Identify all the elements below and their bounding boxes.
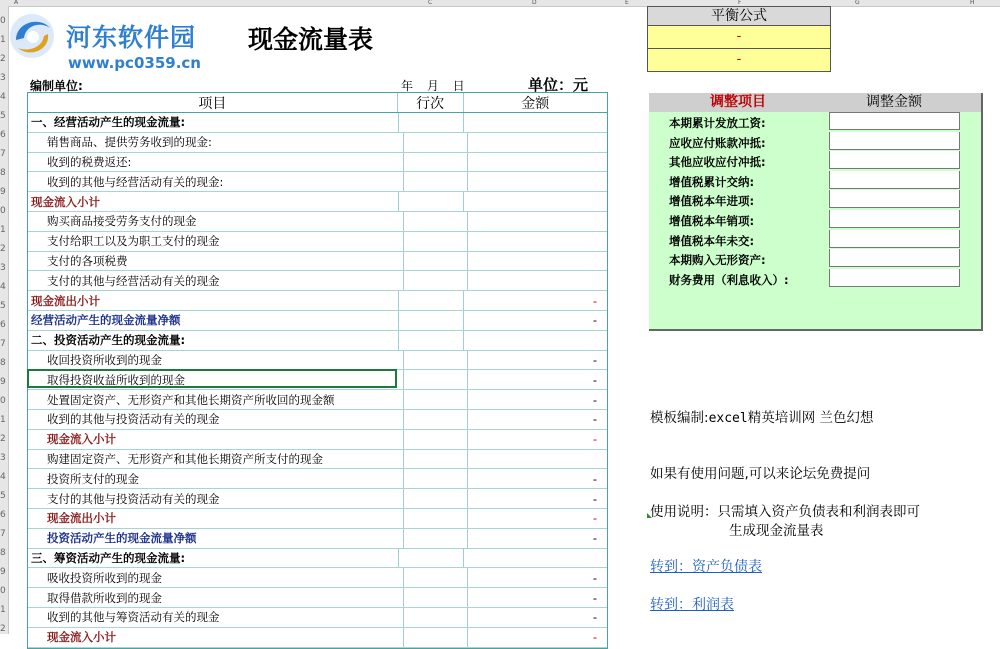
row-number[interactable]: 6 [0, 130, 6, 140]
row-amount-cell[interactable] [464, 113, 607, 132]
row-label-cell[interactable]: 吸收投资所收到的现金 [28, 568, 404, 587]
row-amount-cell[interactable]: - [592, 491, 597, 506]
row-number[interactable]: 1 [0, 225, 6, 235]
column-header-g[interactable]: G [855, 0, 860, 6]
row-label-cell[interactable]: 支付的各项税费 [28, 252, 404, 271]
row-amount-cell[interactable] [464, 549, 607, 568]
row-amount-cell[interactable]: - [592, 570, 597, 585]
row-number[interactable]: 7 [0, 149, 6, 159]
adjustment-item-header[interactable]: 调整项目 [710, 94, 766, 110]
adjustment-row [649, 151, 961, 170]
row-label-cell[interactable]: 支付给职工以及为职工支付的现金 [28, 232, 404, 251]
row-amount-cell[interactable] [464, 331, 607, 350]
row-amount-cell[interactable]: - [592, 412, 597, 427]
column-header-a[interactable]: A [14, 0, 19, 6]
template-credit-prefix: 模板编制: [650, 410, 709, 426]
row-number[interactable]: 2 [0, 624, 6, 634]
row-number[interactable]: 5 [0, 111, 6, 121]
row-label-cell[interactable]: 收到的其他与投资活动有关的现金 [28, 410, 404, 429]
row-line-no-cell[interactable] [404, 351, 468, 370]
row-amount-cell[interactable]: - [592, 293, 597, 308]
row-label-cell[interactable]: 收回投资所收到的现金 [28, 351, 404, 370]
balance-value-1[interactable]: - [647, 26, 831, 49]
adjustment-label: 增值税本年销项: [669, 214, 755, 228]
unit-label: 单位：元 [528, 76, 589, 94]
table-header [28, 93, 607, 113]
template-credit-mono: excel [708, 411, 748, 426]
row-amount-cell[interactable] [468, 271, 607, 290]
row-amount-cell[interactable] [468, 133, 607, 152]
header-line-no[interactable]: 行次 [398, 93, 464, 112]
row-label-cell[interactable]: 购建固定资产、无形资产和其他长期资产所支付的现金 [28, 450, 404, 469]
row-line-no-cell[interactable] [404, 509, 468, 528]
link-balance-sheet[interactable]: 转到：资产负债表 [650, 559, 762, 575]
logo-site-name: 河东软件园 [66, 23, 197, 52]
row-line-no-cell[interactable] [399, 192, 464, 211]
row-number[interactable]: 7 [0, 339, 6, 349]
logo-swirl-icon [6, 10, 58, 62]
adjustment-label: 本期购入无形资产: [669, 253, 766, 268]
table-row [28, 212, 607, 232]
column-header-bar[interactable] [0, 0, 1000, 7]
row-number[interactable]: 4 [0, 472, 6, 482]
table-row [28, 390, 607, 410]
row-number[interactable]: 7 [0, 529, 6, 539]
table-row [28, 153, 607, 173]
row-amount-cell[interactable] [468, 450, 607, 469]
row-number[interactable]: 8 [0, 548, 6, 558]
table-row [28, 232, 607, 252]
table-row [28, 469, 607, 489]
row-amount-cell[interactable]: - [592, 313, 597, 328]
row-label-cell[interactable]: 处置固定资产、无形资产和其他长期资产所收回的现金额 [28, 390, 404, 409]
row-line-no-cell[interactable] [404, 271, 468, 290]
row-label-cell[interactable]: 二、投资活动产生的现金流量: [28, 331, 399, 350]
row-number[interactable]: 2 [0, 54, 6, 64]
row-amount-cell[interactable] [468, 172, 607, 191]
row-number[interactable]: 1 [0, 605, 6, 615]
row-label-cell[interactable]: 现金流出小计 [28, 291, 399, 310]
adjustment-panel [649, 93, 983, 331]
row-number[interactable]: 5 [0, 301, 6, 311]
row-amount-cell[interactable]: - [592, 372, 597, 387]
adjustment-input-cell[interactable] [829, 151, 960, 169]
row-amount-cell[interactable]: - [592, 471, 597, 486]
adjustment-label: 增值税累计交纳: [669, 174, 755, 189]
column-header-c[interactable]: C [428, 0, 433, 6]
row-number[interactable]: 4 [0, 282, 6, 292]
sheet-title: 现金流量表 [248, 25, 374, 54]
table-row [28, 133, 607, 153]
link-income-statement[interactable]: 转到：利润表 [650, 597, 734, 613]
row-number[interactable]: 0 [0, 206, 6, 216]
row-number[interactable]: 9 [0, 187, 6, 197]
row-label-cell[interactable]: 一、经营活动产生的现金流量: [28, 113, 399, 132]
table-row [28, 489, 607, 509]
row-number[interactable]: 4 [0, 92, 6, 102]
adjustment-amount-header[interactable]: 调整金额 [866, 94, 922, 110]
adjustment-input-cell[interactable] [829, 171, 960, 189]
column-header-h[interactable]: H [970, 0, 975, 6]
column-header-d[interactable]: D [532, 0, 537, 6]
row-line-no-cell[interactable] [404, 489, 468, 508]
table-row [28, 172, 607, 192]
row-label-cell[interactable]: 经营活动产生的现金流量净额 [28, 311, 399, 330]
row-label-cell[interactable]: 现金流入小计 [28, 430, 404, 449]
row-label-cell[interactable]: 购买商品接受劳务支付的现金 [28, 212, 404, 231]
row-line-no-cell[interactable] [404, 628, 468, 647]
table-row [28, 252, 607, 272]
table-row [28, 351, 607, 371]
row-line-no-cell[interactable] [404, 410, 468, 429]
row-label-cell[interactable]: 投资所支付的现金 [28, 469, 404, 488]
row-line-no-cell[interactable] [404, 370, 468, 389]
row-line-no-cell[interactable] [404, 252, 468, 271]
date-label: 年 月 日 [401, 79, 470, 93]
table-row [28, 113, 607, 133]
row-amount-cell[interactable]: - [592, 352, 597, 367]
row-number[interactable]: 3 [0, 453, 6, 463]
adjustment-label: 增值税本年未交: [669, 233, 755, 248]
row-number[interactable]: 8 [0, 168, 6, 178]
template-credit-rest: 精英培训网 兰色幻想 [747, 410, 874, 426]
table-row [28, 430, 607, 450]
table-row [28, 529, 607, 549]
row-label-cell[interactable]: 现金流入小计 [28, 628, 404, 647]
row-line-no-cell[interactable] [404, 568, 468, 587]
adjustment-row [649, 171, 961, 190]
comment-indicator [647, 513, 652, 518]
row-number[interactable]: 3 [0, 73, 6, 83]
adjustment-input-cell[interactable] [829, 230, 960, 248]
row-amount-cell[interactable] [468, 212, 607, 231]
row-line-no-cell[interactable] [404, 608, 468, 627]
header-item[interactable]: 项目 [28, 93, 398, 112]
adjustment-row [649, 230, 961, 249]
row-amount-cell[interactable] [464, 192, 607, 211]
table-row [28, 291, 607, 311]
usage-note-line2: 生成现金流量表 [729, 523, 824, 539]
table-row [28, 192, 607, 212]
row-line-no-cell[interactable] [399, 549, 464, 568]
row-line-no-cell[interactable] [399, 291, 464, 310]
balance-formula-panel [647, 6, 831, 72]
row-line-no-cell[interactable] [404, 588, 468, 607]
table-row [28, 410, 607, 430]
template-credit [650, 406, 874, 426]
adjustment-label: 财务费用（利息收入）: [669, 272, 789, 287]
row-line-no-cell[interactable] [404, 529, 468, 548]
site-logo [6, 10, 216, 72]
row-header-bar[interactable] [0, 6, 9, 634]
row-label-cell[interactable]: 支付的其他与经营活动有关的现金 [28, 271, 404, 290]
column-header-e[interactable]: E [625, 0, 629, 6]
row-number[interactable]: 5 [0, 491, 6, 501]
row-label-cell[interactable]: 投资活动产生的现金流量净额 [28, 529, 404, 548]
row-number[interactable]: 6 [0, 510, 6, 520]
row-line-no-cell[interactable] [399, 311, 464, 330]
adjustment-input-cell[interactable] [829, 249, 960, 267]
adjustment-label: 本期累计发放工资: [669, 116, 766, 130]
adjustment-input-cell[interactable] [829, 269, 960, 287]
adjustment-header [649, 93, 981, 112]
adjustment-input-cell[interactable] [829, 132, 960, 150]
row-amount-cell[interactable]: - [592, 531, 597, 546]
table-row [28, 331, 607, 351]
row-line-no-cell[interactable] [404, 450, 468, 469]
table-row [28, 509, 607, 529]
table-row [28, 608, 607, 628]
row-line-no-cell[interactable] [399, 113, 464, 132]
adjustment-input-cell[interactable] [829, 112, 960, 130]
row-line-no-cell[interactable] [404, 153, 468, 172]
row-label-cell[interactable]: 三、筹资活动产生的现金流量: [28, 549, 399, 568]
row-number[interactable]: 1 [0, 415, 6, 425]
row-line-no-cell[interactable] [404, 133, 468, 152]
adjustment-row [649, 249, 961, 268]
row-amount-cell[interactable]: - [592, 392, 597, 407]
column-header-f[interactable]: F [738, 0, 742, 6]
table-row [28, 370, 607, 390]
row-label-cell[interactable]: 现金流入小计 [28, 192, 399, 211]
adjustment-label: 增值税本年进项: [669, 194, 755, 209]
row-label-cell[interactable]: 收到的其他与筹资活动有关的现金 [28, 608, 404, 627]
row-number[interactable]: 3 [0, 263, 6, 273]
row-number[interactable]: 2 [0, 434, 6, 444]
row-amount-cell[interactable] [468, 153, 607, 172]
table-body [28, 113, 607, 648]
row-amount-cell[interactable]: - [592, 610, 597, 625]
row-label-cell[interactable]: 现金流出小计 [28, 509, 404, 528]
row-line-no-cell[interactable] [399, 331, 464, 350]
table-row [28, 450, 607, 470]
row-line-no-cell[interactable] [404, 232, 468, 251]
row-number[interactable]: 6 [0, 320, 6, 330]
balance-value-2[interactable]: - [647, 49, 831, 72]
row-number[interactable]: 0 [0, 16, 6, 26]
table-row [28, 568, 607, 588]
row-amount-cell[interactable] [468, 232, 607, 251]
row-amount-cell[interactable]: - [592, 590, 597, 605]
balance-formula-title[interactable]: 平衡公式 [647, 6, 831, 26]
adjustment-row [649, 190, 961, 209]
table-row [28, 628, 607, 648]
adjustment-label: 应收应付账款冲抵: [669, 135, 766, 150]
row-label-cell[interactable]: 取得投资收益所收到的现金 [28, 370, 404, 389]
header-amount[interactable]: 金额 [521, 95, 550, 112]
row-line-no-cell[interactable] [404, 430, 468, 449]
adjustment-row [649, 112, 961, 131]
usage-note-line1: 使用说明：只需填入资产负债表和利润表即可 [650, 504, 920, 520]
row-label-cell[interactable]: 收到的其他与经营活动有关的现金: [28, 172, 404, 191]
company-label: 编制单位: [30, 79, 83, 93]
adjustment-row [649, 269, 961, 288]
row-label-cell[interactable]: 收到的税费返还: [28, 153, 404, 172]
row-amount-cell[interactable]: - [592, 511, 597, 526]
adjustment-row [649, 132, 961, 151]
row-number[interactable]: 9 [0, 377, 6, 387]
row-number[interactable]: 9 [0, 567, 6, 577]
row-number[interactable]: 0 [0, 396, 6, 406]
row-number[interactable]: 0 [0, 586, 6, 596]
feedback-note: 如果有使用问题,可以来论坛免费提问 [650, 466, 871, 482]
adjustment-input-cell[interactable] [829, 190, 960, 208]
table-row [28, 311, 607, 331]
cash-flow-table [27, 92, 608, 649]
row-number[interactable]: 1 [0, 35, 6, 45]
adjustment-input-cell[interactable] [829, 210, 960, 228]
table-row [28, 588, 607, 608]
row-amount-cell[interactable] [468, 252, 607, 271]
row-line-no-cell[interactable] [404, 212, 468, 231]
row-number[interactable]: 8 [0, 358, 6, 368]
row-amount-cell[interactable]: - [592, 630, 597, 645]
row-amount-cell[interactable]: - [592, 432, 597, 447]
adjustment-label: 其他应收应付冲抵: [669, 155, 766, 170]
row-number[interactable]: 2 [0, 244, 6, 254]
table-row [28, 271, 607, 291]
row-line-no-cell[interactable] [404, 469, 468, 488]
row-label-cell[interactable]: 取得借款所收到的现金 [28, 588, 404, 607]
row-line-no-cell[interactable] [404, 172, 468, 191]
logo-site-url: www.pc0359.cn [68, 54, 201, 72]
row-label-cell[interactable]: 销售商品、提供劳务收到的现金: [28, 133, 404, 152]
adjustment-row [649, 210, 961, 229]
table-row [28, 549, 607, 569]
row-line-no-cell[interactable] [404, 390, 468, 409]
row-label-cell[interactable]: 支付的其他与投资活动有关的现金 [28, 489, 404, 508]
